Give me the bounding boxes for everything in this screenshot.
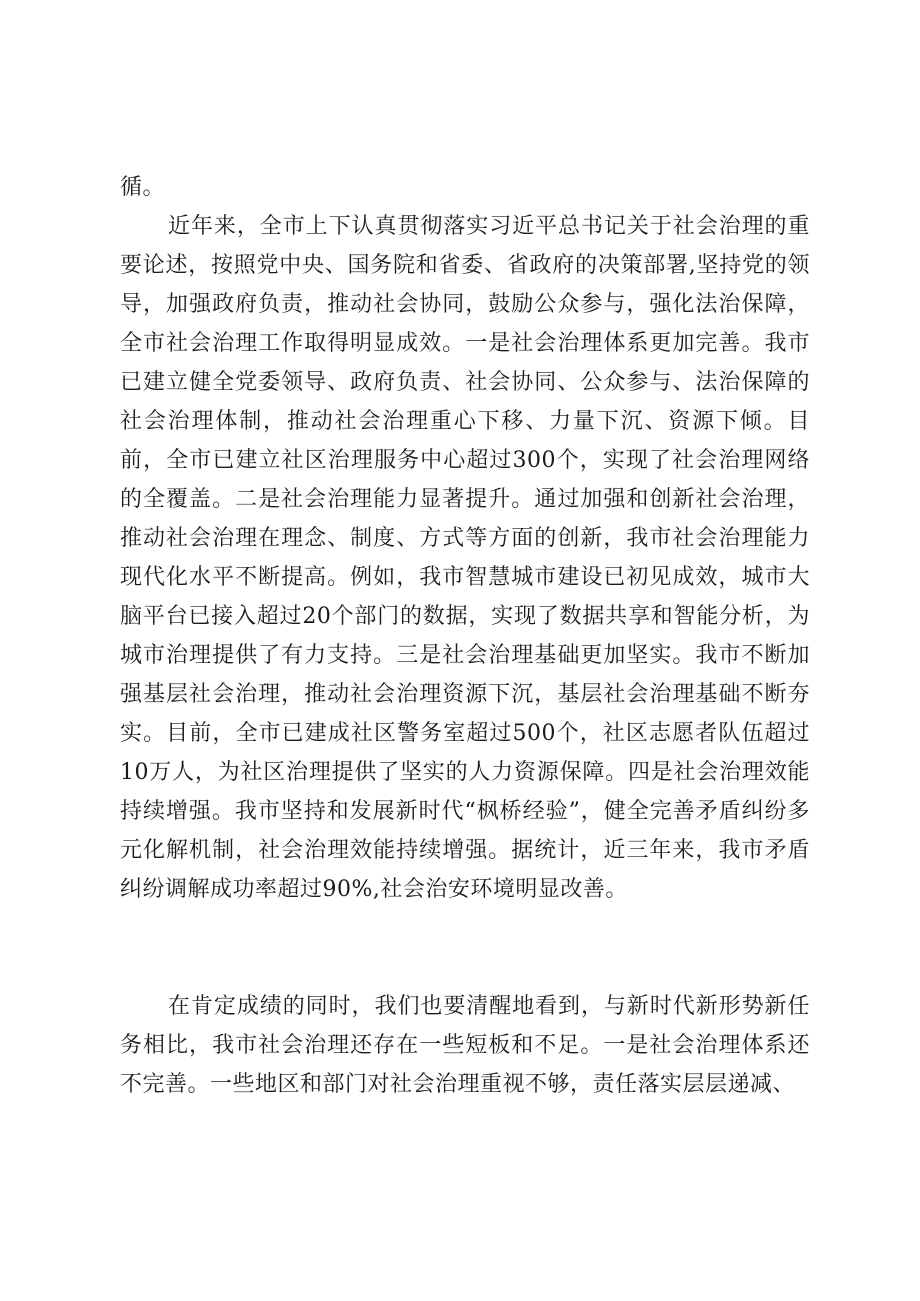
paragraph-achievements: [120, 207, 810, 909]
paragraph-continuation: [120, 168, 810, 207]
paragraph-shortcomings: [120, 987, 810, 1104]
paragraph-2: 近年来，全市上下认真贯彻落实习近平总书记关于社会治理的重要论述，按照党中央、国务院和省委、省政府的决策部署,坚持党的领导，加强政府负责，推动社会协同，鼓励公众参与，强化法治保障，全市社会治理工作取得明显成效。一是社会治理体系更加完善。我市已建立健全党委领导、政府负责、社会协同、公众参与、法治保障的社会治理体制，推动社会治理重心下移、力量下沉、资源下倾。目前，全市已建立社区治理服务中心超过300个，实现了社会治理网络的全覆盖。二是社会治理能力显著提升。通过加强和创新社会治理，推动社会治理在理念、制度、方式等方面的创新，我市社会治理能力现代化水平不断提高。例如，我市智慧城市建设已初见成效，城市大脑平台已接入超过20个部门的数据，实现了数据共享和智能分析，为城市治理提供了有力支持。三是社会治理基础更加坚实。我市不断加强基层社会治理，推动社会治理资源下沉，基层社会治理基础不断夯实。目前，全市已建成社区警务室超过500个，社区志愿者队伍超过10万人，为社区治理提供了坚实的人力资源保障。四是社会治理效能持续增强。我市坚持和发展新时代“枫桥经验”，健全完善矛盾纠纷多元化解机制，社会治理效能持续增强。据统计，近三年来，我市矛盾纠纷调解成功率超过90%,社会治安环境明显改善。: [120, 214, 810, 902]
paragraph-1: 循。: [120, 175, 166, 200]
paragraph-3: 在肯定成绩的同时，我们也要清醒地看到，与新时代新形势新任务相比，我市社会治理还存在一些短板和不足。一是社会治理体系还不完善。一些地区和部门对社会治理重视不够，责任落实层层递减、: [120, 994, 810, 1097]
